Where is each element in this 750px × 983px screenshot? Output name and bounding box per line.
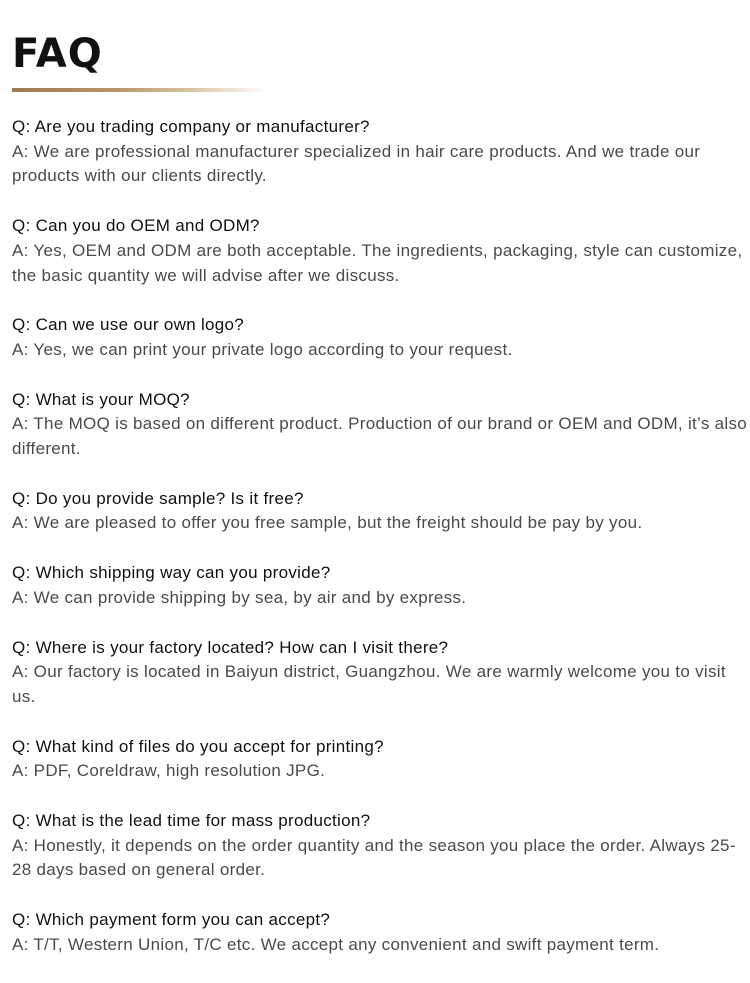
- faq-answer: A: The MOQ is based on different product. Production of our brand or OEM and ODM, it’s also different.: [12, 414, 748, 459]
- faq-answer: A: We are pleased to offer you free sample, but the freight should be pay by you.: [12, 513, 643, 533]
- faq-item: [12, 214, 748, 288]
- faq-item: [12, 388, 748, 462]
- faq-question: Q: Can you do OEM and ODM?: [12, 216, 260, 236]
- page-title: FAQ: [12, 31, 103, 77]
- faq-item: [12, 115, 748, 189]
- faq-item: [12, 313, 748, 362]
- faq-answer: A: PDF, Coreldraw, high resolution JPG.: [12, 761, 326, 781]
- faq-question: Q: Are you trading company or manufacturer?: [12, 117, 370, 136]
- faq-question: Q: What kind of files do you accept for printing?: [12, 736, 384, 756]
- faq-answer: A: T/T, Western Union, T/C etc. We accept any convenient and swift payment term.: [12, 934, 660, 954]
- faq-item: [12, 636, 748, 710]
- faq-question: Q: Which shipping way can you provide?: [12, 563, 331, 583]
- faq-question: Q: What is your MOQ?: [12, 389, 190, 409]
- faq-answer: A: Yes, OEM and ODM are both acceptable. The ingredients, packaging, style can customize, the basic quantity we will advise after we discuss.: [12, 240, 743, 285]
- faq-item: [12, 561, 748, 610]
- faq-question: Q: Where is your factory located? How can I visit there?: [12, 637, 449, 657]
- faq-item: [12, 809, 748, 883]
- faq-answer: A: Our factory is located in Baiyun district, Guangzhou. We are warmly welcome you to visit us.: [12, 662, 726, 706]
- faq-answer: A: Yes, we can print your private logo according to your request.: [12, 339, 513, 359]
- faq-answer: A: We can provide shipping by sea, by air and by express.: [12, 587, 467, 607]
- faq-question: Q: Do you provide sample? Is it free?: [12, 488, 304, 508]
- faq-answer: A: We are professional manufacturer specialized in hair care products. And we trade our products with our clients directly.: [12, 141, 701, 186]
- faq-list: [12, 115, 748, 983]
- faq-item: [12, 908, 748, 957]
- faq-item: [12, 735, 748, 784]
- faq-question: Q: Can we use our own logo?: [12, 315, 245, 335]
- faq-answer: A: Honestly, it depends on the order quantity and the season you place the order. Always 25-28 days based on general order.: [12, 835, 736, 880]
- faq-question: Q: What is the lead time for mass production?: [12, 811, 371, 831]
- faq-question: Q: Which payment form you can accept?: [12, 910, 331, 930]
- title-divider: [12, 88, 268, 92]
- faq-item: [12, 487, 748, 536]
